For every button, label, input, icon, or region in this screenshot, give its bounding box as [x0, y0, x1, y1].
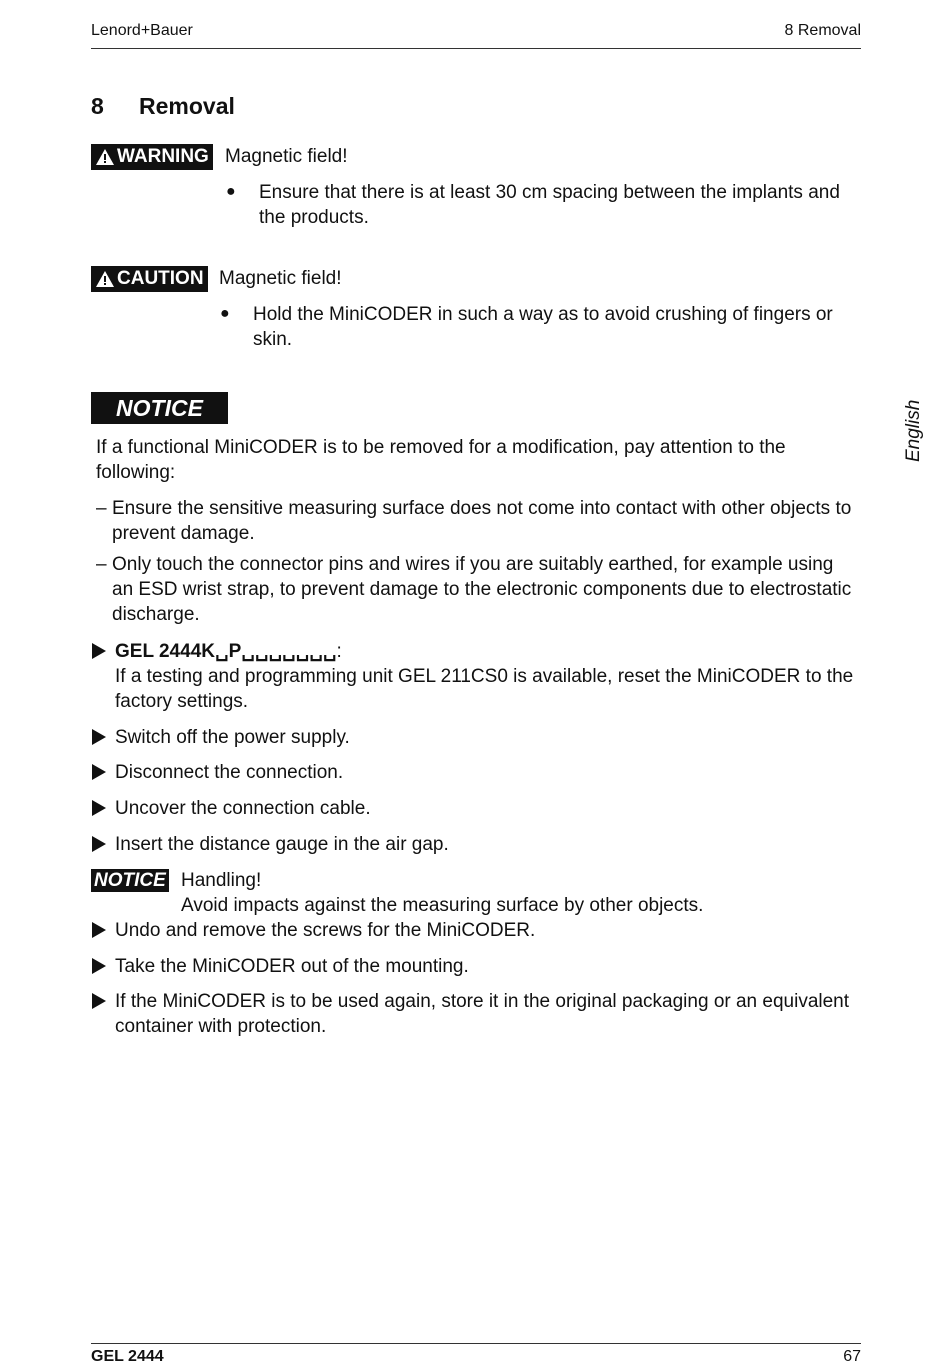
step-text: Insert the distance gauge in the air gap. — [115, 834, 449, 855]
step-arrow-icon — [92, 764, 106, 785]
chapter-title: Removal — [139, 93, 235, 119]
step-colon: : — [336, 641, 342, 662]
notice-intro: If a functional MiniCODER is to be removed for a modification, pay attention to the following: — [96, 437, 786, 483]
notice-item: Only touch the connector pins and wires if you are suitably earthed, for example using an ESD wrist strap, to prevent damage to the electronic components due to electrostatic discharge. — [112, 554, 852, 625]
footer-rule — [91, 1343, 861, 1344]
caution-label: CAUTION — [117, 268, 204, 289]
sidebar-language: English — [903, 399, 924, 462]
warning-title: Magnetic field! — [225, 146, 348, 167]
step-arrow-icon — [92, 958, 106, 979]
notice-item: Ensure the sensitive measuring surface does not come into contact with other objects to prevent damage. — [112, 498, 852, 544]
inline-notice-label: NOTICE — [91, 869, 169, 892]
step-arrow-icon — [92, 922, 106, 943]
warning-bullet: Ensure that there is at least 30 cm spacing between the implants and the products. — [259, 182, 840, 228]
chapter-number: 8 — [91, 93, 104, 119]
warning-badge — [91, 144, 213, 171]
step-model: GEL 2444K␣P␣␣␣␣␣␣␣ — [115, 641, 337, 662]
step-text: If a testing and programming unit GEL 211CS0 is available, reset the MiniCODER to the factory settings. — [115, 666, 854, 712]
dash: – — [96, 498, 107, 519]
step-text: Uncover the connection cable. — [115, 798, 371, 819]
step-heading — [115, 639, 860, 664]
step-arrow-icon — [92, 729, 106, 750]
caution-badge — [91, 266, 208, 293]
warning-triangle-icon — [95, 270, 115, 288]
inline-notice-title: Handling! — [181, 870, 262, 891]
caution-bullet: Hold the MiniCODER in such a way as to avoid crushing of fingers or skin. — [253, 304, 833, 350]
warning-triangle-icon — [95, 148, 115, 166]
step-text: Take the MiniCODER out of the mounting. — [115, 956, 469, 977]
step-arrow-icon — [92, 993, 106, 1014]
warning-label: WARNING — [117, 146, 209, 167]
inline-notice-text: Avoid impacts against the measuring surface by other objects. — [181, 895, 704, 916]
step-arrow-icon — [92, 800, 106, 821]
header-rule — [91, 48, 861, 49]
bullet-dot: ● — [220, 305, 230, 322]
dash: – — [96, 554, 107, 575]
step-arrow-icon — [92, 836, 106, 857]
step-arrow-icon — [92, 643, 106, 664]
bullet-dot: ● — [226, 183, 236, 200]
header-manufacturer: Lenord+Bauer — [91, 22, 193, 39]
page-number: 67 — [843, 1348, 861, 1365]
header-section: 8 Removal — [784, 22, 861, 39]
inline-notice-badge — [91, 869, 169, 892]
caution-title: Magnetic field! — [219, 268, 342, 289]
step-text: Undo and remove the screws for the MiniCODER. — [115, 920, 536, 941]
notice-badge: NOTICE — [91, 392, 228, 424]
footer-product: GEL 2444 — [91, 1348, 164, 1365]
step-text: Disconnect the connection. — [115, 762, 344, 783]
step-text: Switch off the power supply. — [115, 727, 350, 748]
step-text: If the MiniCODER is to be used again, store it in the original packaging or an equivalent container with protection. — [115, 991, 850, 1037]
